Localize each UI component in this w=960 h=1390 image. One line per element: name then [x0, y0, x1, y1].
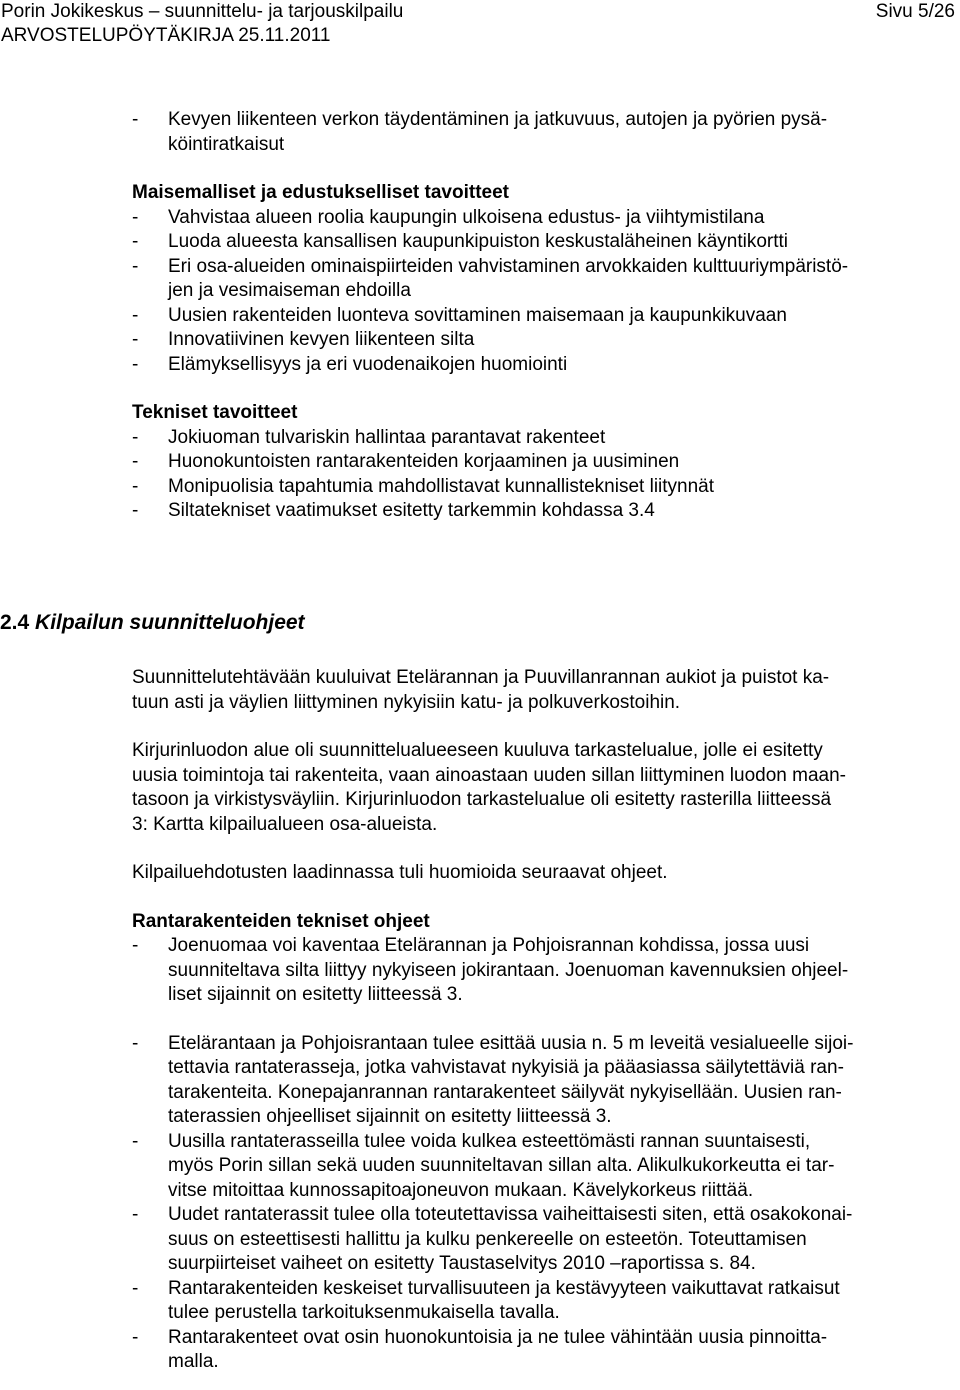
- list-item: - Kevyen liikenteen verkon täydentäminen ja jatkuvuus, autojen ja pyörien pysä- köintiratkaisut: [132, 109, 828, 155]
- page-number: Sivu 5/26: [875, 1, 955, 22]
- technical-heading: Tekniset tavoitteet: [132, 402, 298, 423]
- list-item: - Uusien rakenteiden luonteva sovittaminen maisemaan ja kaupunkikuvaan: [132, 304, 787, 326]
- section-number: 2.4: [0, 611, 30, 634]
- paragraph: Kilpailuehdotusten laadinnassa tuli huomioida seuraavat ohjeet.: [132, 862, 668, 883]
- list-item: - Rantarakenteet ovat osin huonokuntoisia ja ne tulee vähintään uusia pinnoitta- malla.: [132, 1326, 828, 1372]
- list-item: - Monipuolisia tapahtumia mahdollistavat kunnallistekniset liitynnät: [132, 475, 715, 497]
- page-content: [132, 108, 958, 524]
- document-title: Porin Jokikeskus – suunnittelu- ja tarjouskilpailu: [1, 1, 404, 22]
- landscape-list: [132, 206, 958, 378]
- list-item: - Huonokuntoisten rantarakenteiden korjaaminen ja uusiminen: [132, 451, 680, 472]
- section-body: [132, 666, 958, 1375]
- list-item: - Eri osa-alueiden ominaispiirteiden vahvistaminen arvokkaiden kulttuuriympäristö- jen ja vesimaiseman ehdoilla: [132, 255, 849, 301]
- technical-list: [132, 426, 958, 524]
- paragraph: Kirjurinluodon alue oli suunnittelualueeseen kuuluva tarkastelualue, jolle ei esitetty uusia toimintoja tai rakenteita, vaan ainoastaan uuden sillan liittyminen luodon maan- tasoon ja virkistysväyliin. Kirjurinluodon tarkastelualue oli esitetty rasterilla liitteessä 3: Kartta kilpailualueen osa-alueista.: [132, 740, 846, 835]
- document-subtitle: ARVOSTELUPÖYTÄKIRJA 25.11.2011: [1, 25, 331, 46]
- shore-heading: Rantarakenteiden tekniset ohjeet: [132, 910, 430, 932]
- section-heading: [0, 609, 305, 637]
- list-item: - Joenuomaa voi kaventaa Etelärannan ja Pohjoisrannan kohdissa, jossa uusi suunniteltava silta liittyy nykyiseen jokirantaan. Joenuoman kavennuksien ohjeel- liset sijainnit on esitetty liitteessä 3.: [132, 935, 849, 1005]
- shore-list: [132, 934, 958, 1375]
- list-item: - Jokiuoman tulvariskin hallintaa parantavat rakenteet: [132, 426, 606, 448]
- list-item: - Siltatekniset vaatimukset esitetty tarkemmin kohdassa 3.4: [132, 500, 655, 521]
- list-item: - Innovatiivinen kevyen liikenteen silta: [132, 329, 475, 350]
- list-item-text: Kevyen liikenteen verkon täydentäminen ja jatkuvuus, autojen ja pyörien pysä- köintiratkaisut: [168, 109, 828, 155]
- list-item: - Elämyksellisyys ja eri vuodenaikojen huomiointi: [132, 353, 568, 375]
- list-item: - Uudet rantaterassit tulee olla toteutettavissa vaiheittaisesti siten, että osakokonai- suus on esteettisesti hallittu ja kulku penkereelle on esteetön. Toteuttamisen suurpiirteiset vaiheet on esitetty Taustaselvitys 2010 –raportissa s. 84.: [132, 1204, 853, 1274]
- paragraph: Suunnittelutehtävään kuuluivat Etelärannan ja Puuvillanrannan aukiot ja puistot ka- tuun asti ja väylien liittyminen nykyisiin katu- ja polkuverkostoihin.: [132, 667, 830, 713]
- list-item: - Vahvistaa alueen roolia kaupungin ulkoisena edustus- ja viihtymistilana: [132, 206, 765, 228]
- list-item: - Etelärantaan ja Pohjoisrantaan tulee esittää uusia n. 5 m leveitä vesialueelle sijoi- tettavia rantaterasseja, jotka vahvistavat nykyisiä ja pääasiassa säilytettäviä ran- tarakenteita. Konepajanrannan rantarakenteet säilyvät nykyisellään. Uusien ran- taterassien ohjeelliset sijainnit on esitetty liitteessä 3.: [132, 1032, 854, 1127]
- list-item: - Rantarakenteiden keskeiset turvallisuuteen ja kestävyyteen vaikuttavat ratkaisut tulee perustella tarkoituksenmukaisella tavalla.: [132, 1277, 840, 1323]
- list-item: - Uusilla rantaterasseilla tulee voida kulkea esteettömästi rannan suuntaisesti, myös Porin sillan sekä uuden suunniteltavan sillan alta. Alikulkukorkeutta ei tar- vitse mitoittaa kunnossapitoajoneuvon mukaan. Kävelykorkeus riittää.: [132, 1130, 835, 1201]
- landscape-heading: Maisemalliset ja edustukselliset tavoitteet: [132, 182, 509, 203]
- section-title: Kilpailun suunnitteluohjeet: [35, 611, 305, 634]
- list-item: - Luoda alueesta kansallisen kaupunkipuiston keskustaläheinen käyntikortti: [132, 231, 789, 252]
